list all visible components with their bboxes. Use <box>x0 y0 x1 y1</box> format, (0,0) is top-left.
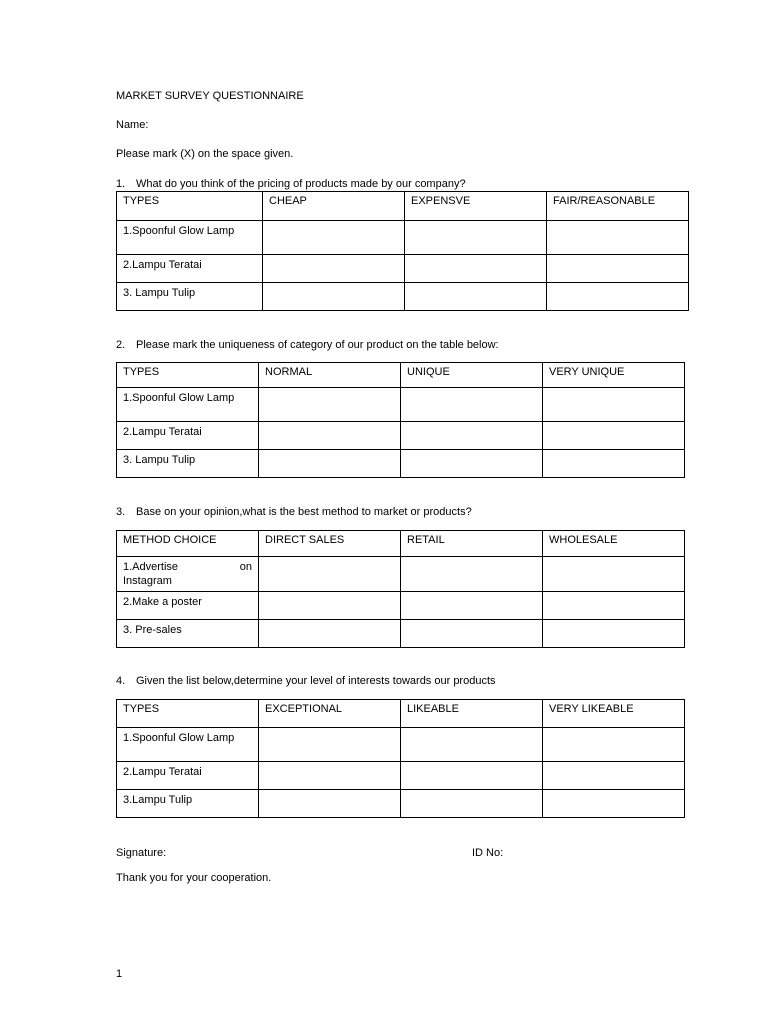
thank-you-text: Thank you for your cooperation. <box>116 872 272 884</box>
table-row <box>117 592 685 620</box>
answer-cell[interactable] <box>259 557 401 592</box>
answer-cell[interactable] <box>543 620 685 648</box>
pricing-table <box>116 191 689 311</box>
answer-cell[interactable] <box>543 790 685 818</box>
row-label: 2.Make a poster <box>117 592 259 620</box>
question-number: 1. <box>116 178 126 190</box>
row-label: 3.Lampu Tulip <box>117 790 259 818</box>
table-header-row <box>117 192 689 221</box>
row-label: 1.Spoonful Glow Lamp <box>117 221 263 255</box>
answer-cell[interactable] <box>543 728 685 762</box>
answer-cell[interactable] <box>543 450 685 478</box>
table-row <box>117 557 685 592</box>
answer-cell[interactable] <box>543 762 685 790</box>
row-label <box>117 557 259 592</box>
name-label: Name: <box>116 119 149 131</box>
question-2 <box>116 338 499 352</box>
question-4 <box>116 674 496 688</box>
document-title: MARKET SURVEY QUESTIONNAIRE <box>116 90 304 102</box>
column-header: FAIR/REASONABLE <box>547 192 689 221</box>
table-row <box>117 728 685 762</box>
row-label: 3. Lampu Tulip <box>117 283 263 311</box>
table-row <box>117 388 685 422</box>
uniqueness-table <box>116 362 685 478</box>
answer-cell[interactable] <box>259 728 401 762</box>
answer-cell[interactable] <box>405 221 547 255</box>
row-label: 1.Spoonful Glow Lamp <box>117 388 259 422</box>
answer-cell[interactable] <box>401 388 543 422</box>
answer-cell[interactable] <box>263 255 405 283</box>
column-header: EXPENSVE <box>405 192 547 221</box>
answer-cell[interactable] <box>543 388 685 422</box>
row-label: 1.Spoonful Glow Lamp <box>117 728 259 762</box>
answer-cell[interactable] <box>401 592 543 620</box>
column-header: NORMAL <box>259 363 401 388</box>
table-row <box>117 221 689 255</box>
answer-cell[interactable] <box>401 790 543 818</box>
row-label: 3. Pre-sales <box>117 620 259 648</box>
column-header: VERY UNIQUE <box>543 363 685 388</box>
page-number: 1 <box>116 968 123 980</box>
question-1 <box>116 177 466 191</box>
column-header: LIKEABLE <box>401 700 543 728</box>
answer-cell[interactable] <box>259 592 401 620</box>
answer-cell[interactable] <box>547 283 689 311</box>
id-number-label: ID No: <box>472 847 504 859</box>
table-row <box>117 283 689 311</box>
row-label: 2.Lampu Teratai <box>117 422 259 450</box>
row-label: 2.Lampu Teratai <box>117 762 259 790</box>
table-row <box>117 422 685 450</box>
table-header-row <box>117 363 685 388</box>
answer-cell[interactable] <box>259 762 401 790</box>
question-text: Please mark the uniqueness of category of our product on the table below: <box>136 339 499 351</box>
table-row <box>117 255 689 283</box>
question-text: What do you think of the pricing of products made by our company? <box>136 178 466 190</box>
question-3 <box>116 505 472 519</box>
answer-cell[interactable] <box>401 762 543 790</box>
marketing-method-table <box>116 530 685 648</box>
answer-cell[interactable] <box>401 422 543 450</box>
column-header: WHOLESALE <box>543 531 685 557</box>
row-label-word: 1.Advertise <box>123 561 179 573</box>
table-row <box>117 762 685 790</box>
answer-cell[interactable] <box>263 221 405 255</box>
answer-cell[interactable] <box>401 728 543 762</box>
signature-label: Signature: <box>116 847 167 859</box>
row-label: 3. Lampu Tulip <box>117 450 259 478</box>
column-header: CHEAP <box>263 192 405 221</box>
column-header: VERY LIKEABLE <box>543 700 685 728</box>
column-header: METHOD CHOICE <box>117 531 259 557</box>
answer-cell[interactable] <box>543 592 685 620</box>
interest-level-table <box>116 699 685 818</box>
table-row <box>117 450 685 478</box>
answer-cell[interactable] <box>547 221 689 255</box>
column-header: TYPES <box>117 700 259 728</box>
question-number: 3. <box>116 506 126 518</box>
question-text: Base on your opinion,what is the best method to market or products? <box>136 506 472 518</box>
answer-cell[interactable] <box>405 255 547 283</box>
answer-cell[interactable] <box>259 388 401 422</box>
instruction-text: Please mark (X) on the space given. <box>116 148 294 160</box>
table-header-row <box>117 531 685 557</box>
answer-cell[interactable] <box>543 422 685 450</box>
column-header: RETAIL <box>401 531 543 557</box>
question-number: 4. <box>116 675 126 687</box>
table-row <box>117 620 685 648</box>
column-header: UNIQUE <box>401 363 543 388</box>
answer-cell[interactable] <box>405 283 547 311</box>
column-header: TYPES <box>117 363 259 388</box>
answer-cell[interactable] <box>401 450 543 478</box>
answer-cell[interactable] <box>259 450 401 478</box>
row-label-word: on <box>239 561 252 573</box>
column-header: DIRECT SALES <box>259 531 401 557</box>
answer-cell[interactable] <box>401 557 543 592</box>
column-header: EXCEPTIONAL <box>259 700 401 728</box>
answer-cell[interactable] <box>259 422 401 450</box>
row-label-word: Instagram <box>123 575 172 587</box>
answer-cell[interactable] <box>263 283 405 311</box>
answer-cell[interactable] <box>259 790 401 818</box>
row-label: 2.Lampu Teratai <box>117 255 263 283</box>
column-header: TYPES <box>117 192 263 221</box>
question-number: 2. <box>116 339 126 351</box>
table-row <box>117 790 685 818</box>
answer-cell[interactable] <box>547 255 689 283</box>
answer-cell[interactable] <box>259 620 401 648</box>
question-text: Given the list below,determine your level of interests towards our products <box>136 675 496 687</box>
answer-cell[interactable] <box>401 620 543 648</box>
answer-cell[interactable] <box>543 557 685 592</box>
table-header-row <box>117 700 685 728</box>
